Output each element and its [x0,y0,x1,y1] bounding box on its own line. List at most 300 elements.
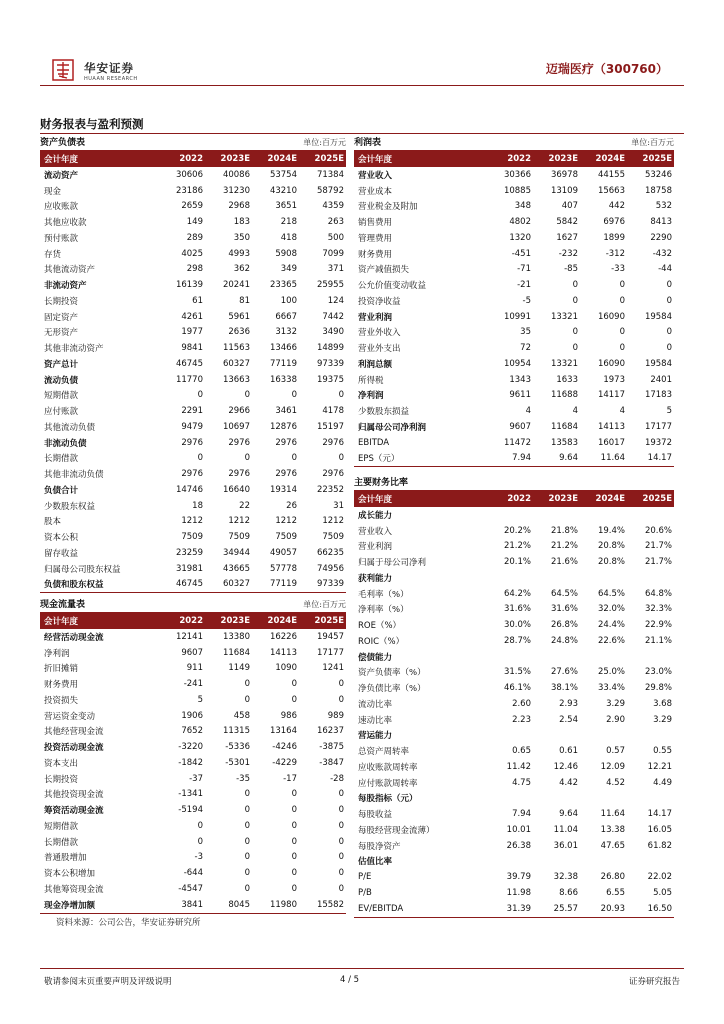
table-row [40,388,346,404]
table-title: 资产负债表 [40,138,86,148]
company-title: 迈瑞医疗（300760） [545,62,668,76]
cell-value: 0 [666,295,672,306]
cell-value: 2976 [275,437,297,448]
table-row [40,661,346,677]
cell-value: 39.79 [506,872,531,883]
table-row [40,545,346,561]
table-row [354,356,674,372]
row-label: 少数股东损益 [358,407,410,418]
cell-value: 7652 [181,726,203,737]
cell-value: 2976 [228,437,250,448]
cell-value: 14117 [597,390,625,401]
cell-value: 16226 [269,631,297,642]
disclaimer-text: 敬请参阅末页重要声明及评级说明 [44,977,172,987]
cell-value: 30606 [175,169,203,180]
cell-value: 0 [291,453,297,464]
row-label: 利润总额 [358,359,393,370]
cell-value: 64.5% [597,588,625,599]
cell-value: 0 [572,295,578,306]
cell-value: 0 [291,390,297,401]
cell-value: 26.38 [506,840,531,851]
table-row [40,403,346,419]
cell-value: 53754 [269,169,297,180]
table-header-row [40,151,346,167]
report-type: 证券研究报告 [628,977,680,987]
cell-value: 11980 [269,899,297,910]
row-label: 长期投资 [44,774,79,785]
row-label: EPS（元） [358,454,400,465]
table-row [354,554,674,570]
cell-value: 31.5% [503,667,531,678]
cell-value: 2.23 [512,714,531,725]
cell-value: 0 [244,836,250,847]
cell-value: 0 [244,694,250,705]
cell-value: 18758 [644,185,672,196]
cell-value: 124 [327,295,344,306]
cell-value: 2976 [275,469,297,480]
cell-value: 13321 [550,311,578,322]
cell-value: 14113 [597,421,625,432]
cell-value: 23259 [175,547,203,558]
cell-value: 0 [244,883,250,894]
cell-value: 1627 [556,232,578,243]
cell-value: -5 [522,295,531,306]
table-row [40,739,346,755]
cell-value: 31.6% [503,604,531,615]
cell-value: 81 [239,295,250,306]
cell-value: 2976 [322,437,344,448]
cell-value: 10885 [503,185,531,196]
cell-value: 2976 [228,469,250,480]
cell-value: 500 [327,232,344,243]
cell-value: 100 [280,295,297,306]
cell-value: 24.8% [550,635,578,646]
page-footer [40,968,684,992]
column-header: 2025E [314,154,344,164]
cell-value: 4025 [181,248,203,259]
row-label: 每股收益 [358,810,393,821]
cell-value: 11.04 [553,824,578,835]
cell-value: 3841 [181,899,203,910]
cell-value: 0 [197,820,203,831]
cell-value: 11.64 [600,809,625,820]
cell-value: 4 [572,406,578,417]
cell-value: 7509 [322,532,344,543]
row-label: 营运能力 [358,731,393,742]
cell-value: 0 [197,453,203,464]
cell-value: 32.38 [553,872,578,883]
row-label: 普通股增加 [44,853,87,864]
cell-value: 22352 [316,484,344,495]
cell-value: 911 [186,663,203,674]
cell-value: -5194 [178,805,203,816]
cell-value: 7509 [228,532,250,543]
table-row [354,372,674,388]
table-row [40,246,346,262]
row-label: 财务费用 [358,249,393,260]
cell-value: 66235 [316,547,344,558]
cell-value: 11684 [222,647,250,658]
cell-value: 0 [291,694,297,705]
table-row [40,755,346,771]
cell-value: 1212 [181,516,203,527]
row-label: 资本支出 [44,758,79,769]
table-unit: 单位:百万元 [303,600,346,609]
cell-value: 2.60 [512,698,531,709]
cell-value: 21.7% [644,541,672,552]
cell-value: -21 [517,280,531,291]
row-label: 净利率（%） [358,605,409,616]
cell-value: 7509 [275,532,297,543]
cell-value: 0 [619,295,625,306]
table-row [354,712,674,728]
cell-value: 19372 [644,437,672,448]
cell-value: 4.49 [653,777,672,788]
cell-value: 0 [291,820,297,831]
cell-value: 15197 [316,421,344,432]
cell-value: -5301 [225,757,250,768]
page-number: 4 / 5 [340,975,360,985]
cell-value: 43210 [269,185,297,196]
cell-value: 21.1% [644,635,672,646]
cell-value: -28 [330,773,344,784]
table-title-row [40,136,346,151]
row-label: 归属于母公司净利 [358,558,427,569]
cell-value: 22.9% [644,620,672,631]
cell-value: 989 [327,710,344,721]
table-row [40,645,346,661]
cell-value: 0 [291,868,297,879]
table-row [40,466,346,482]
cell-value: 8045 [228,899,250,910]
row-label: 所得税 [358,375,384,386]
cell-value: 532 [655,201,672,212]
cell-value: -5336 [225,742,250,753]
column-header: 会计年度 [358,495,393,505]
table-row [354,325,674,341]
table-row [354,277,674,293]
row-label: 应付账款周转率 [358,778,418,789]
cell-value: 0 [291,883,297,894]
cell-value: 11.98 [506,887,531,898]
cell-value: 0 [572,343,578,354]
cell-value: 0 [244,820,250,831]
table-row [40,724,346,740]
cell-value: 11472 [503,437,531,448]
cell-value: 24.4% [597,620,625,631]
cell-value: 0 [244,789,250,800]
table-row [40,325,346,341]
cell-value: 13466 [269,343,297,354]
cell-value: 13583 [550,437,578,448]
row-label: 负债和股东权益 [44,580,104,591]
cell-value: 47.65 [600,840,625,851]
table-row [40,199,346,215]
table-row [354,838,674,854]
table-row [354,586,674,602]
table-row [40,850,346,866]
cell-value: -3875 [319,742,344,753]
cell-value: 0 [338,390,344,401]
cell-value: 0.65 [512,746,531,757]
cell-value: 16338 [269,374,297,385]
table-row [354,246,674,262]
cell-value: 10954 [503,358,531,369]
table-header-row [354,491,674,507]
row-label: 归属母公司股东权益 [44,564,121,575]
cell-value: 32.3% [644,604,672,615]
table-bottom-rule [40,913,346,914]
cell-value: 5908 [275,248,297,259]
cell-value: 0 [338,789,344,800]
cell-value: 0 [338,852,344,863]
cell-value: 0 [291,805,297,816]
table-row [40,262,346,278]
cell-value: 3132 [275,327,297,338]
cell-value: 14899 [316,343,344,354]
cell-value: -17 [283,773,297,784]
cell-value: 5961 [228,311,250,322]
cell-value: 20241 [222,280,250,291]
cell-value: 7509 [181,532,203,543]
cell-value: 4359 [322,201,344,212]
row-label: 资产减值损失 [358,265,410,276]
cell-value: 20.8% [597,541,625,552]
cell-value: 12876 [269,421,297,432]
cell-value: 218 [280,217,297,228]
cell-value: 12.21 [647,761,672,772]
cell-value: 25.57 [553,903,578,914]
table-title-row [354,476,674,491]
cell-value: -44 [658,264,672,275]
row-label: 长期借款 [44,837,79,848]
cell-value: 16090 [597,358,625,369]
row-label: ROIC（%） [358,636,405,647]
table-row [40,183,346,199]
cell-value: 2.54 [559,714,578,725]
cell-value: 58792 [316,185,344,196]
column-header: 2023E [220,616,250,626]
table-row [40,277,346,293]
table-row [354,435,674,451]
cell-value: 8.66 [559,887,578,898]
cell-value: 21.6% [550,557,578,568]
row-label: P/E [358,872,372,883]
table-row [40,435,346,451]
table-row [40,787,346,803]
cell-value: 23365 [269,280,297,291]
table-row [354,665,674,681]
table-row [354,183,674,199]
cell-value: -35 [236,773,250,784]
row-label: 其他经营现金流 [44,727,104,738]
table-row [354,388,674,404]
cell-value: 26.8% [550,620,578,631]
cell-value: 19.4% [597,525,625,536]
table-row [40,692,346,708]
table-title: 利润表 [354,138,382,148]
page-header [40,52,684,86]
table-row [354,214,674,230]
table-unit: 单位:百万元 [303,138,346,147]
row-label: 其他非流动资产 [44,344,104,355]
cell-value: 6976 [603,217,625,228]
column-header: 2023E [548,494,578,504]
cell-value: 4 [525,406,531,417]
table-row [354,523,674,539]
row-label: 净利润 [44,648,70,659]
cell-value: 0 [197,390,203,401]
table-row [40,309,346,325]
cell-value: 16017 [597,437,625,448]
table-row [354,230,674,246]
cell-value: 31.6% [550,604,578,615]
cell-value: 11315 [222,726,250,737]
cell-value: -4229 [272,757,297,768]
cell-value: 21.2% [550,541,578,552]
row-label: 营业税金及附加 [358,202,418,213]
table-row [354,262,674,278]
table-bottom-rule [354,917,674,918]
row-label: 成长能力 [358,510,393,521]
table-unit: 单位:百万元 [631,138,674,147]
cell-value: 5 [197,694,203,705]
cell-value: 2976 [181,469,203,480]
cell-value: 16640 [222,484,250,495]
row-label: 净负债比率（%） [358,684,426,695]
row-label: 公允价值变动收益 [358,281,427,292]
row-label: 资产总计 [44,359,79,370]
row-label: 估值比率 [358,857,393,868]
row-label: 净利润 [358,391,384,402]
cell-value: 64.2% [503,588,531,599]
cell-value: 8413 [650,217,672,228]
table-row [354,617,674,633]
table-row [40,529,346,545]
section-divider [40,133,684,134]
row-label: 其他非流动负债 [44,470,104,481]
column-header: 会计年度 [44,617,79,627]
cell-value: 0 [619,327,625,338]
table-header-row [354,151,674,167]
row-label: 筹资活动现金流 [44,806,104,817]
table-row [40,834,346,850]
table-row [40,577,346,593]
row-label: 应收账款 [44,202,79,213]
cell-value: 9607 [509,421,531,432]
cell-value: 44155 [597,169,625,180]
cell-value: 0 [338,868,344,879]
table-row [354,696,674,712]
cell-value: 1212 [275,516,297,527]
cell-value: 362 [233,264,250,275]
table-row [354,901,674,917]
row-label: 留存收益 [44,548,79,559]
column-header: 2022 [179,154,203,164]
cell-value: 49057 [269,547,297,558]
cell-value: 23.0% [644,667,672,678]
cell-value: 36.01 [553,840,578,851]
cell-value: 11684 [550,421,578,432]
row-label: 现金 [44,186,62,197]
cell-value: 349 [280,264,297,275]
table-row [40,561,346,577]
cell-value: 0 [338,883,344,894]
row-label: 流动资产 [44,170,79,181]
row-label: 现金净增加额 [44,900,96,911]
cell-value: 418 [280,232,297,243]
row-label: 存货 [44,249,62,260]
cell-value: 183 [233,217,250,228]
cell-value: 16.05 [647,824,672,835]
cell-value: 14.17 [647,453,672,464]
row-label: 销售费用 [358,218,393,229]
cell-value: 64.8% [644,588,672,599]
cell-value: 74956 [316,563,344,574]
cell-value: 149 [186,217,203,228]
cell-value: 371 [327,264,344,275]
row-label: 长期借款 [44,454,79,465]
row-label: 其他流动资产 [44,265,96,276]
cell-value: 26.80 [600,872,625,883]
row-label: 营业利润 [358,312,393,323]
row-label: 营业收入 [358,170,393,181]
cell-value: 0 [197,836,203,847]
row-label: 毛利率（%） [358,589,409,600]
cell-value: 0 [244,453,250,464]
cell-value: 4178 [322,406,344,417]
cell-value: -232 [558,248,578,259]
table-row [354,199,674,215]
cell-value: 7.94 [512,453,531,464]
cell-value: 2968 [228,201,250,212]
income-statement-table [354,136,674,467]
cell-value: 19375 [316,374,344,385]
row-label: 资本公积 [44,533,79,544]
column-header: 2025E [642,494,672,504]
cell-value: 4261 [181,311,203,322]
cell-value: 57778 [269,563,297,574]
cell-value: 1241 [322,663,344,674]
cell-value: 12141 [175,631,203,642]
row-label: 营业外收入 [358,328,401,339]
row-label: 营业外支出 [358,344,401,355]
cell-value: 17177 [644,421,672,432]
cell-value: 9841 [181,343,203,354]
cell-value: 13380 [222,631,250,642]
cell-value: 29.8% [644,683,672,694]
source-note: 资料来源：公司公告，华安证券研究所 [56,918,201,928]
cell-value: 16090 [597,311,625,322]
cell-value: 7.94 [512,809,531,820]
table-row [40,802,346,818]
cell-value: 11688 [550,390,578,401]
cell-value: 20.93 [600,903,625,914]
cell-value: 986 [280,710,297,721]
column-header: 2024E [595,154,625,164]
cell-value: 0 [291,679,297,690]
row-label: 营业利润 [358,542,393,553]
cell-value: 13663 [222,374,250,385]
table-title: 现金流量表 [40,600,86,610]
table-row [40,676,346,692]
table-row [40,230,346,246]
row-label: 股本 [44,517,62,528]
cell-value: 72 [520,343,531,354]
cell-value: 0 [338,836,344,847]
row-label: 折旧摊销 [44,664,79,675]
table-row [354,633,674,649]
